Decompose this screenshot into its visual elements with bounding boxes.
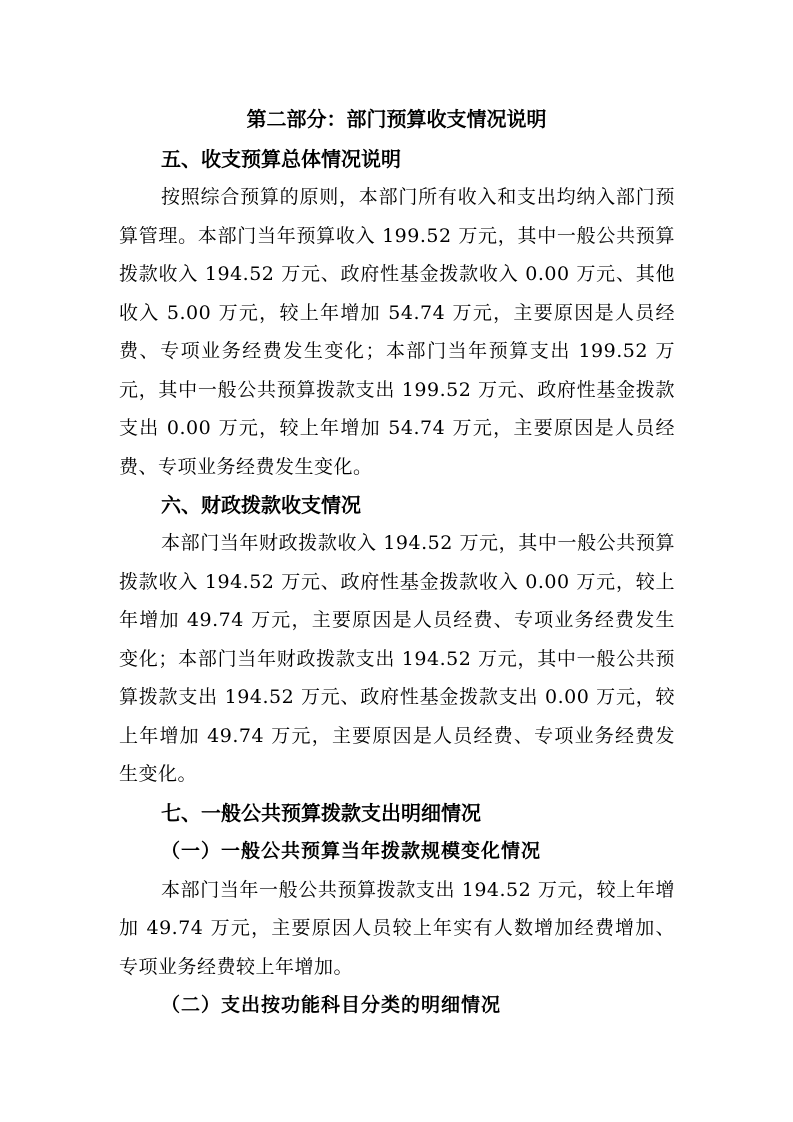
section-6-paragraph: 本部门当年财政拨款收入 194.52 万元，其中一般公共预算拨款收入 194.52 万元、政府性基金拨款收入 0.00 万元，较上年增加 49.74 万元，主要原因是人员经费、专项业务经费发生变化；本部门当年财政拨款支出 194.52 万元，其中一般公共预算拨款支出 194.52 万元、政府性基金拨款支出 0.00 万元，较上年增加 49.74 万元，主要原因是人员经费、专项业务经费发生变化。 xyxy=(119,532,675,785)
section-7-sub-2-heading: （二）支出按功能科目分类的明细情况 xyxy=(161,994,502,1016)
document-title: 第二部分：部门预算收支情况说明 xyxy=(246,107,547,131)
document-body xyxy=(119,140,675,1025)
section-5-heading: 五、收支预算总体情况说明 xyxy=(161,147,401,171)
section-7-heading: 七、一般公共预算拨款支出明细情况 xyxy=(161,800,481,825)
section-7-sub-1-paragraph: 本部门当年一般公共预算拨款支出 194.52 万元，较上年增加 49.74 万元，主要原因人员较上年实有人数增加经费增加、专项业务经费较上年增加。 xyxy=(119,878,675,978)
section-5-paragraph: 按照综合预算的原则，本部门所有收入和支出均纳入部门预算管理。本部门当年预算收入 199.52 万元，其中一般公共预算拨款收入 194.52 万元、政府性基金拨款收入 0.00 万元、其他收入 5.00 万元，较上年增加 54.74 万元，主要原因是人员经费、专项业务经费发生变化；本部门当年预算支出 199.52 万元，其中一般公共预算拨款支出 199.52 万元、政府性基金拨款支出 0.00 万元，较上年增加 54.74 万元，主要原因是人员经费、专项业务经费发生变化。 xyxy=(119,186,675,478)
section-7-sub-1-heading: （一）一般公共预算当年拨款规模变化情况 xyxy=(161,839,542,862)
section-6-heading: 六、财政拨款收支情况 xyxy=(161,493,361,517)
